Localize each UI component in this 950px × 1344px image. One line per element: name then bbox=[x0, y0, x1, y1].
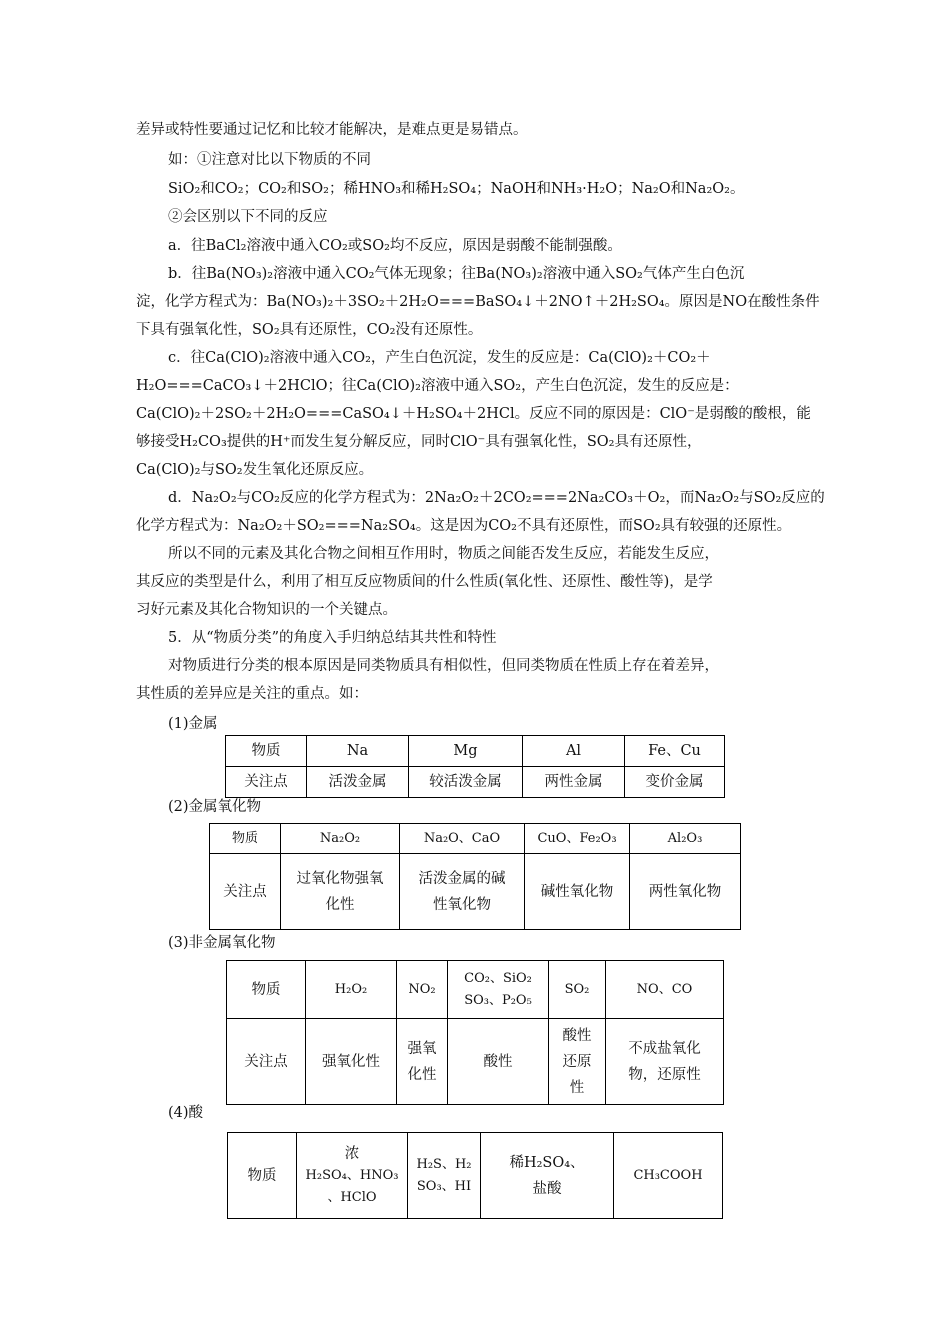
cell-line: H₂S、H₂ bbox=[416, 1156, 472, 1172]
cell-line: 过氧化物强氧 bbox=[296, 870, 384, 887]
cell-line: CO₂、SiO₂ bbox=[464, 970, 532, 986]
cell-line: 稀H₂SO₄、 bbox=[509, 1154, 585, 1171]
table-row bbox=[226, 736, 725, 767]
table-cell: CH₃COOH bbox=[614, 1133, 723, 1219]
paragraph-line: c．往Ca(ClO)₂溶液中通入CO₂，产生白色沉淀，发生的反应是：Ca(ClO)₂＋CO₂＋ bbox=[168, 350, 711, 366]
metal-table bbox=[225, 735, 725, 798]
cell-line: 化性 bbox=[407, 1066, 437, 1083]
cell-line: SO₃、P₂O₅ bbox=[464, 992, 532, 1008]
paragraph-line: a．往BaCl₂溶液中通入CO₂或SO₂均不反应，原因是弱酸不能制强酸。 bbox=[168, 238, 622, 254]
paragraph-line: H₂O===CaCO₃↓＋2HClO；往Ca(ClO)₂溶液中通入SO₂，产生白色沉淀，发生的反应是： bbox=[136, 378, 739, 394]
paragraph-line: 淀，化学方程式为：Ba(NO₃)₂＋3SO₂＋2H₂O===BaSO₄↓＋2NO↑＋2H₂SO₄。原因是NO在酸性条件 bbox=[136, 294, 820, 310]
cell-line: 性氧化物 bbox=[433, 896, 491, 913]
table-cell: Al bbox=[523, 736, 625, 767]
table-cell bbox=[606, 1019, 724, 1105]
paragraph-line: ②会区别以下不同的反应 bbox=[168, 209, 328, 225]
table-cell: 关注点 bbox=[210, 854, 281, 930]
table-row bbox=[226, 767, 725, 798]
table-cell: Na₂O、CaO bbox=[400, 824, 525, 854]
table-label: (4)酸 bbox=[168, 1105, 204, 1121]
table-cell: 两性氧化物 bbox=[630, 854, 741, 930]
table-cell: 变价金属 bbox=[625, 767, 725, 798]
table-cell bbox=[281, 854, 400, 930]
cell-line: 强氧 bbox=[407, 1040, 437, 1057]
nonmetal-oxide-table bbox=[226, 960, 724, 1105]
table-cell: 物质 bbox=[226, 736, 307, 767]
table-cell bbox=[397, 1019, 448, 1105]
table-cell bbox=[408, 1133, 481, 1219]
paragraph-line: 下具有强氧化性，SO₂具有还原性，CO₂没有还原性。 bbox=[136, 322, 483, 338]
table-cell: SO₂ bbox=[549, 961, 606, 1019]
table-label: (3)非金属氧化物 bbox=[168, 935, 276, 951]
cell-line: 活泼金属的碱 bbox=[418, 870, 506, 887]
table-cell: 酸性 bbox=[448, 1019, 549, 1105]
cell-line: SO₃、HI bbox=[416, 1178, 472, 1194]
table-row bbox=[210, 824, 741, 854]
table-cell: NO、CO bbox=[606, 961, 724, 1019]
cell-line: 浓 bbox=[344, 1145, 360, 1162]
paragraph-line: 对物质进行分类的根本原因是同类物质具有相似性，但同类物质在性质上存在着差异， bbox=[168, 658, 719, 674]
paragraph-line: Ca(ClO)₂与SO₂发生氧化还原反应。 bbox=[136, 462, 374, 478]
paragraph-line: b．往Ba(NO₃)₂溶液中通入CO₂气体无现象；往Ba(NO₃)₂溶液中通入SO₂气体产生白色沉 bbox=[168, 266, 745, 282]
table-cell: 两性金属 bbox=[523, 767, 625, 798]
paragraph-line: 习好元素及其化合物知识的一个关键点。 bbox=[136, 602, 397, 618]
cell-line: 盐酸 bbox=[532, 1180, 562, 1197]
table-cell: 较活泼金属 bbox=[409, 767, 523, 798]
paragraph-line: SiO₂和CO₂；CO₂和SO₂；稀HNO₃和稀H₂SO₄；NaOH和NH₃·H₂O；Na₂O和Na₂O₂。 bbox=[168, 181, 745, 197]
cell-line: 物，还原性 bbox=[628, 1066, 701, 1083]
table-row bbox=[210, 854, 741, 930]
cell-line: 性 bbox=[569, 1079, 585, 1096]
table-cell: Na₂O₂ bbox=[281, 824, 400, 854]
table-cell: 物质 bbox=[210, 824, 281, 854]
table-label: (1)金属 bbox=[168, 716, 218, 732]
table-cell: H₂O₂ bbox=[306, 961, 397, 1019]
paragraph-line: d．Na₂O₂与CO₂反应的化学方程式为：2Na₂O₂＋2CO₂===2Na₂CO₃＋O₂，而Na₂O₂与SO₂反应的 bbox=[168, 490, 825, 506]
table-label: (2)金属氧化物 bbox=[168, 799, 262, 815]
table-row bbox=[227, 1019, 724, 1105]
table-row bbox=[227, 961, 724, 1019]
table-cell bbox=[400, 854, 525, 930]
table-cell bbox=[481, 1133, 614, 1219]
table-cell: 碱性氧化物 bbox=[525, 854, 630, 930]
cell-line: H₂SO₄、HNO₃ bbox=[305, 1167, 399, 1183]
cell-line: 、HClO bbox=[327, 1189, 377, 1205]
table-cell: 强氧化性 bbox=[306, 1019, 397, 1105]
paragraph-line: 化学方程式为：Na₂O₂＋SO₂===Na₂SO₄。这是因为CO₂不具有还原性，而SO₂具有较强的还原性。 bbox=[136, 518, 792, 534]
paragraph-line: 如：①注意对比以下物质的不同 bbox=[168, 152, 371, 168]
table-cell: 关注点 bbox=[227, 1019, 306, 1105]
table-cell bbox=[549, 1019, 606, 1105]
cell-line: 化性 bbox=[325, 896, 355, 913]
table-cell: 物质 bbox=[228, 1133, 297, 1219]
table-cell: Mg bbox=[409, 736, 523, 767]
table-row bbox=[228, 1133, 723, 1219]
paragraph-line: Ca(ClO)₂＋2SO₂＋2H₂O===CaSO₄↓＋H₂SO₄＋2HCl。反应不同的原因是：ClO⁻是弱酸的酸根，能 bbox=[136, 406, 811, 422]
paragraph-line: 其反应的类型是什么，利用了相互反应物质间的什么性质(氧化性、还原性、酸性等)，是学 bbox=[136, 574, 713, 590]
paragraph-line: 差异或特性要通过记忆和比较才能解决，是难点更是易错点。 bbox=[136, 122, 528, 138]
cell-line: 不成盐氧化 bbox=[628, 1040, 701, 1057]
table-cell bbox=[297, 1133, 408, 1219]
section-heading: 5．从“物质分类”的角度入手归纳总结其共性和特性 bbox=[168, 630, 497, 646]
metal-oxide-table bbox=[209, 823, 741, 930]
table-cell: 关注点 bbox=[226, 767, 307, 798]
paragraph-line: 够接受H₂CO₃提供的H⁺而发生复分解反应，同时ClO⁻具有强氧化性，SO₂具有还原性， bbox=[136, 434, 702, 450]
table-cell: Fe、Cu bbox=[625, 736, 725, 767]
table-cell: Na bbox=[307, 736, 409, 767]
table-cell: 物质 bbox=[227, 961, 306, 1019]
cell-line: 还原 bbox=[562, 1053, 592, 1070]
table-cell bbox=[448, 961, 549, 1019]
paragraph-line: 其性质的差异应是关注的重点。如： bbox=[136, 686, 368, 702]
paragraph-line: 所以不同的元素及其化合物之间相互作用时，物质之间能否发生反应，若能发生反应， bbox=[168, 546, 719, 562]
table-cell: 活泼金属 bbox=[307, 767, 409, 798]
table-cell: NO₂ bbox=[397, 961, 448, 1019]
table-cell: Al₂O₃ bbox=[630, 824, 741, 854]
acid-table bbox=[227, 1132, 723, 1219]
table-cell: CuO、Fe₂O₃ bbox=[525, 824, 630, 854]
cell-line: 酸性 bbox=[562, 1027, 592, 1044]
